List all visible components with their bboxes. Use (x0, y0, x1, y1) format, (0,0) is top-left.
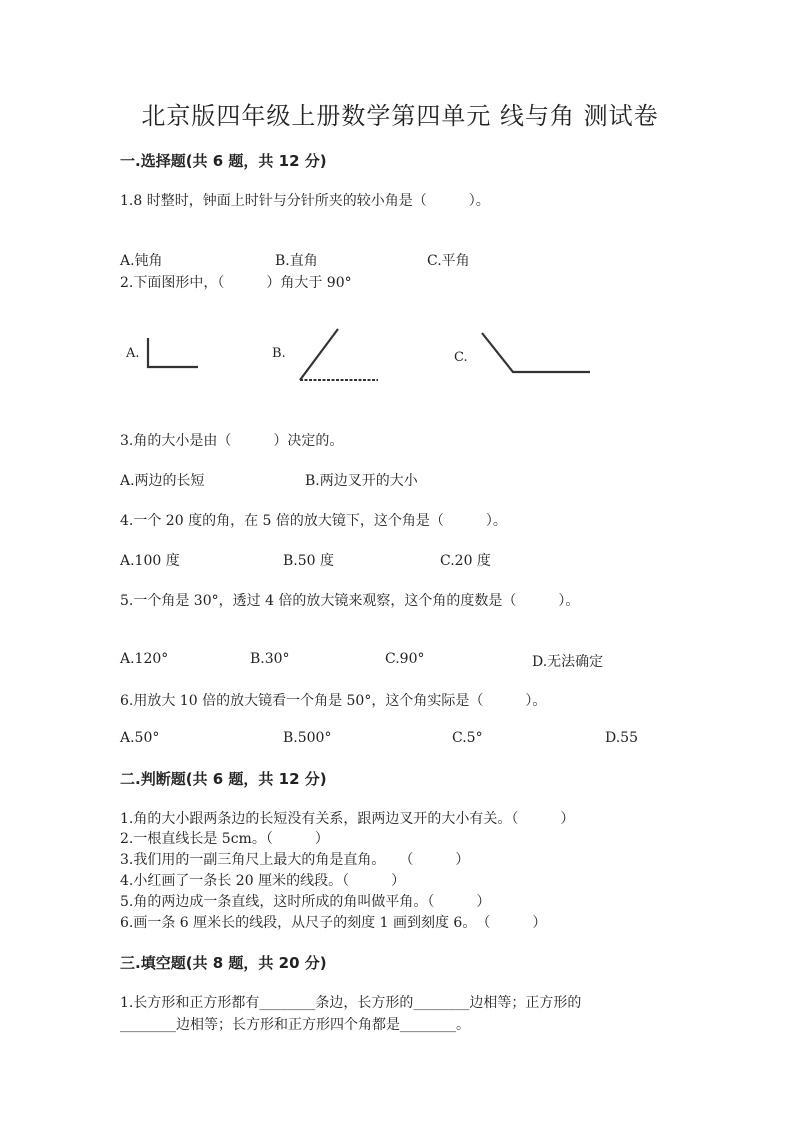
section-heading-fill: 三.填空题(共 8 题，共 20 分) (120, 954, 327, 972)
q5-option-d: D.无法确定 (532, 654, 604, 670)
page-title: 北京版四年级上册数学第四单元 线与角 测试卷 (141, 102, 659, 130)
section-heading-choice: 一.选择题(共 6 题，共 12 分) (120, 152, 327, 170)
q5-option-c: C.90° (385, 651, 425, 667)
q3-option-b: B.两边叉开的大小 (305, 473, 418, 489)
figure-label-c: C. (454, 350, 468, 365)
question-3: 3.角的大小是由（ ）决定的。 (120, 433, 344, 449)
question-6: 6.用放大 10 倍的放大镜看一个角是 50°，这个角实际是（ ）。 (120, 693, 547, 709)
judgment-item-4: 4.小红画了一条长 20 厘米的线段。（ ） (120, 873, 406, 889)
q1-option-b: B.直角 (275, 253, 318, 269)
q4-option-c: C.20 度 (440, 553, 491, 569)
question-2: 2.下面图形中，（ ）角大于 90° (120, 275, 352, 291)
angle-figure-b (290, 325, 390, 385)
question-5: 5.一个角是 30°，透过 4 倍的放大镜来观察，这个角的度数是（ ）。 (120, 593, 580, 609)
q6-option-d: D.55 (605, 730, 638, 746)
q6-option-a: A.50° (120, 730, 160, 746)
q1-option-a: A.钝角 (120, 253, 163, 269)
q6-option-c: C.5° (452, 730, 483, 746)
q1-option-c: C.平角 (427, 253, 470, 269)
judgment-item-6: 6.画一条 6 厘米长的线段，从尺子的刻度 1 画到刻度 6。 （ ） (120, 915, 547, 931)
q4-option-b: B.50 度 (283, 553, 335, 569)
section-heading-judgment: 二.判断题(共 6 题，共 12 分) (120, 770, 327, 788)
q3-option-a: A.两边的长短 (120, 473, 205, 489)
q5-option-a: A.120° (120, 651, 169, 667)
fill-item-1-line-2: ________边相等；长方形和正方形四个角都是________。 (120, 1017, 470, 1033)
figure-label-b: B. (272, 346, 286, 361)
fill-item-1-line-1: 1.长方形和正方形都有________条边，长方形的________边相等；正方形的 (120, 995, 582, 1011)
q6-option-b: B.500° (283, 730, 332, 746)
q4-option-a: A.100 度 (120, 553, 180, 569)
q5-option-b: B.30° (250, 651, 290, 667)
question-1: 1.8 时整时，钟面上时针与分针所夹的较小角是（ ）。 (120, 193, 490, 209)
judgment-item-1: 1.角的大小跟两条边的长短没有关系，跟两边叉开的大小有关。（ ） (120, 811, 575, 827)
angle-figure-a (140, 335, 210, 375)
judgment-item-3: 3.我们用的一副三角尺上最大的角是直角。 （ ） (120, 852, 470, 868)
judgment-item-5: 5.角的两边成一条直线，这时所成的角叫做平角。（ ） (120, 894, 491, 910)
question-4: 4.一个 20 度的角，在 5 倍的放大镜下，这个角是（ ）。 (120, 513, 507, 529)
angle-figure-c (475, 328, 600, 378)
judgment-item-2: 2.一根直线长是 5cm。（ ） (120, 831, 329, 847)
figure-label-a: A. (126, 346, 140, 361)
